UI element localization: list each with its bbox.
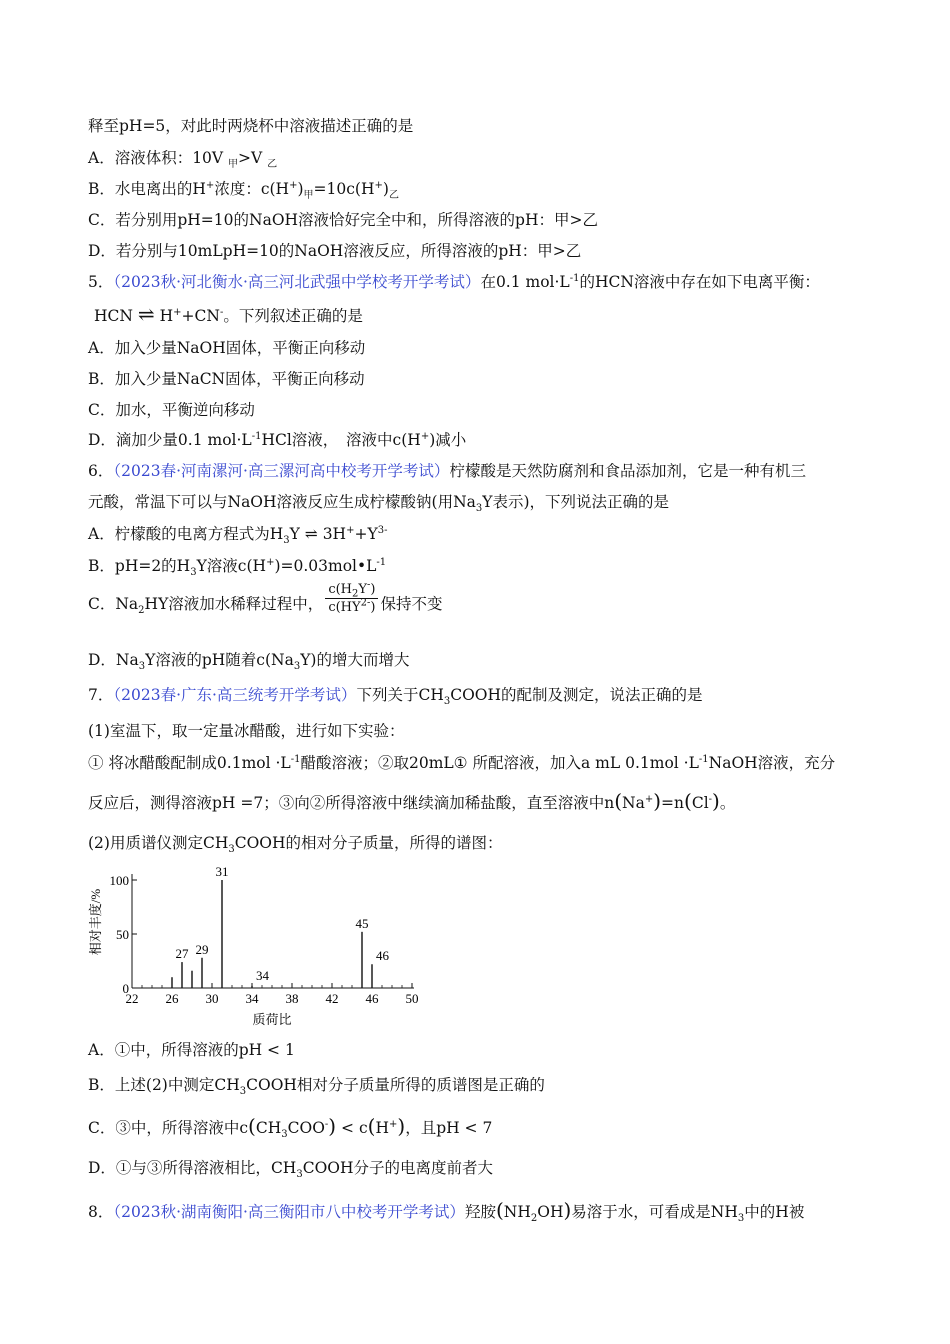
q5-option-c: C．加水，平衡逆向移动	[88, 401, 255, 419]
q7-part2: (2)用质谱仪测定$CH_3COOH$的相对分子质量，所得的谱图：	[88, 834, 503, 856]
peak-label: 34	[256, 967, 269, 983]
peak-label: 27	[175, 946, 189, 962]
y-axis-label: 相对丰度/%	[88, 888, 103, 956]
peak-label: 45	[355, 915, 369, 931]
q6-option-d: D．$Na_3Y$溶液的pH随着$c(Na_3Y)$的增大而增大	[88, 651, 410, 673]
q8-source: （2023秋·湖南衡阳·高三衡阳市八中校考开学考试）	[113, 1203, 465, 1221]
q4-option-a: A．溶液体积：10V $_甲$>V $_乙$	[88, 149, 278, 171]
q6-source: （2023春·河南漯河·高三漯河高中校考开学考试）	[113, 462, 450, 480]
y-tick-label: 0	[122, 981, 129, 996]
q8-stem: 8．（2023秋·湖南衡阳·高三衡阳市八中校考开学考试）羟胺$(NH_2OH)$易溶于水，可看成是$NH_3$中的H被	[88, 1198, 805, 1225]
chart-bars	[172, 864, 390, 988]
mass-spectrum-chart	[86, 862, 426, 1028]
q4-option-b: B．水电离出的H+浓度：$c(H^+)_甲=10c(H^+)_乙$	[88, 179, 399, 202]
q5-stem: 5．（2023秋·河北衡水·高三河北武强中学校考开学考试）在0.1 $mol\cdot L^{-1}$的HCN溶液中存在如下电离平衡：	[88, 272, 820, 291]
q6-option-a: A．柠檬酸的电离方程式为$H_3Y$ ⇌ $3H^++Y^{3-}$	[88, 524, 388, 547]
q4-stem: 释至pH=5，对此时两烧杯中溶液描述正确的是	[88, 117, 414, 135]
peak-label: 46	[376, 948, 389, 964]
q4-option-d: D．若分别与10mLpH=10的NaOH溶液反应，所得溶液的pH：甲>乙	[88, 242, 582, 260]
q7-source: （2023春·广东·高三统考开学考试）	[113, 686, 357, 704]
x-tick-label: 46	[365, 991, 379, 1006]
q7-stem: 7．（2023春·广东·高三统考开学考试）下列关于$CH_3COOH$的配制及测定，说法正确的是	[88, 686, 703, 708]
q7-option-c: C．③中，所得溶液中$c(CH_3COO^-) < c(H^+)$，且pH < 7	[88, 1114, 493, 1141]
q4-option-c: C．若分别用pH=10的NaOH溶液恰好完全中和，所得溶液的pH：甲>乙	[88, 211, 598, 229]
q7-option-b: B．上述(2)中测定$CH_3COOH$相对分子质量所得的质谱图是正确的	[88, 1076, 545, 1098]
q7-option-d: D．①与③所得溶液相比，$CH_3COOH$分子的电离度前者大	[88, 1159, 494, 1181]
q7-procedure-line2: 反应后，测得溶液pH =7；③向②所得溶液中继续滴加稀盐酸，直至溶液中n(Na+)=n(Cl-)。	[88, 789, 736, 813]
q5-option-a: A．加入少量NaOH固体，平衡正向移动	[88, 339, 366, 357]
x-tick-label: 38	[285, 991, 299, 1006]
q5-option-d: D．滴加少量0.1 $mol\cdot L^{-1}HCl$溶液， 溶液中c(H+)减小	[88, 430, 467, 449]
q7-procedure-line1: ① 将冰醋酸配制成$0.1mol \cdot L^{-1}$醋酸溶液；②取20mL① 所配溶液，加入a mL $0.1mol \cdot L^{-1}NaOH$溶液，充分	[88, 753, 836, 772]
q7-part1: (1)室温下，取一定量冰醋酸，进行如下实验：	[88, 722, 405, 740]
q6-option-b: B．pH=2的$H_3Y$溶液$c(H^+)=0.03mol•L^{-1}$	[88, 556, 387, 579]
x-tick-label: 42	[325, 991, 339, 1006]
y-tick-label: 50	[116, 927, 129, 942]
q7-option-a: A．①中，所得溶液的pH < 1	[88, 1041, 295, 1059]
q5-equation: HCN ⇌ H++CN-。下列叙述正确的是	[94, 302, 363, 326]
peak-label: 29	[195, 941, 209, 957]
q5-source: （2023秋·河北衡水·高三河北武强中学校考开学考试）	[113, 273, 481, 291]
q6-stem-line1: 6．（2023春·河南漯河·高三漯河高中校考开学考试）柠檬酸是天然防腐剂和食品添加剂，它是一种有机三	[88, 462, 806, 480]
x-tick-label: 30	[205, 991, 219, 1006]
q6-stem-line2: 元酸，常温下可以与NaOH溶液反应生成柠檬酸钠(用$Na_3Y$表示)，下列说法正确的是	[88, 493, 670, 515]
q6-ratio-fraction: $\frac{c(H_2Y^-)}{c(HY^{2-})}$	[325, 581, 378, 616]
x-tick-label: 26	[165, 991, 179, 1006]
x-tick-label: 22	[125, 991, 139, 1006]
q6-option-c: C．$Na_2HY$溶液加水稀释过程中， $\frac{c(H_2Y^-)}{c(HY^{2-})}$ 保持不变	[88, 579, 443, 617]
x-axis-label: 质荷比	[252, 1012, 292, 1027]
q5-option-b: B．加入少量NaCN固体，平衡正向移动	[88, 370, 365, 388]
peak-label: 31	[215, 864, 229, 879]
y-tick-label: 100	[109, 873, 129, 888]
x-tick-label: 50	[405, 991, 419, 1006]
x-tick-label: 34	[245, 991, 259, 1006]
